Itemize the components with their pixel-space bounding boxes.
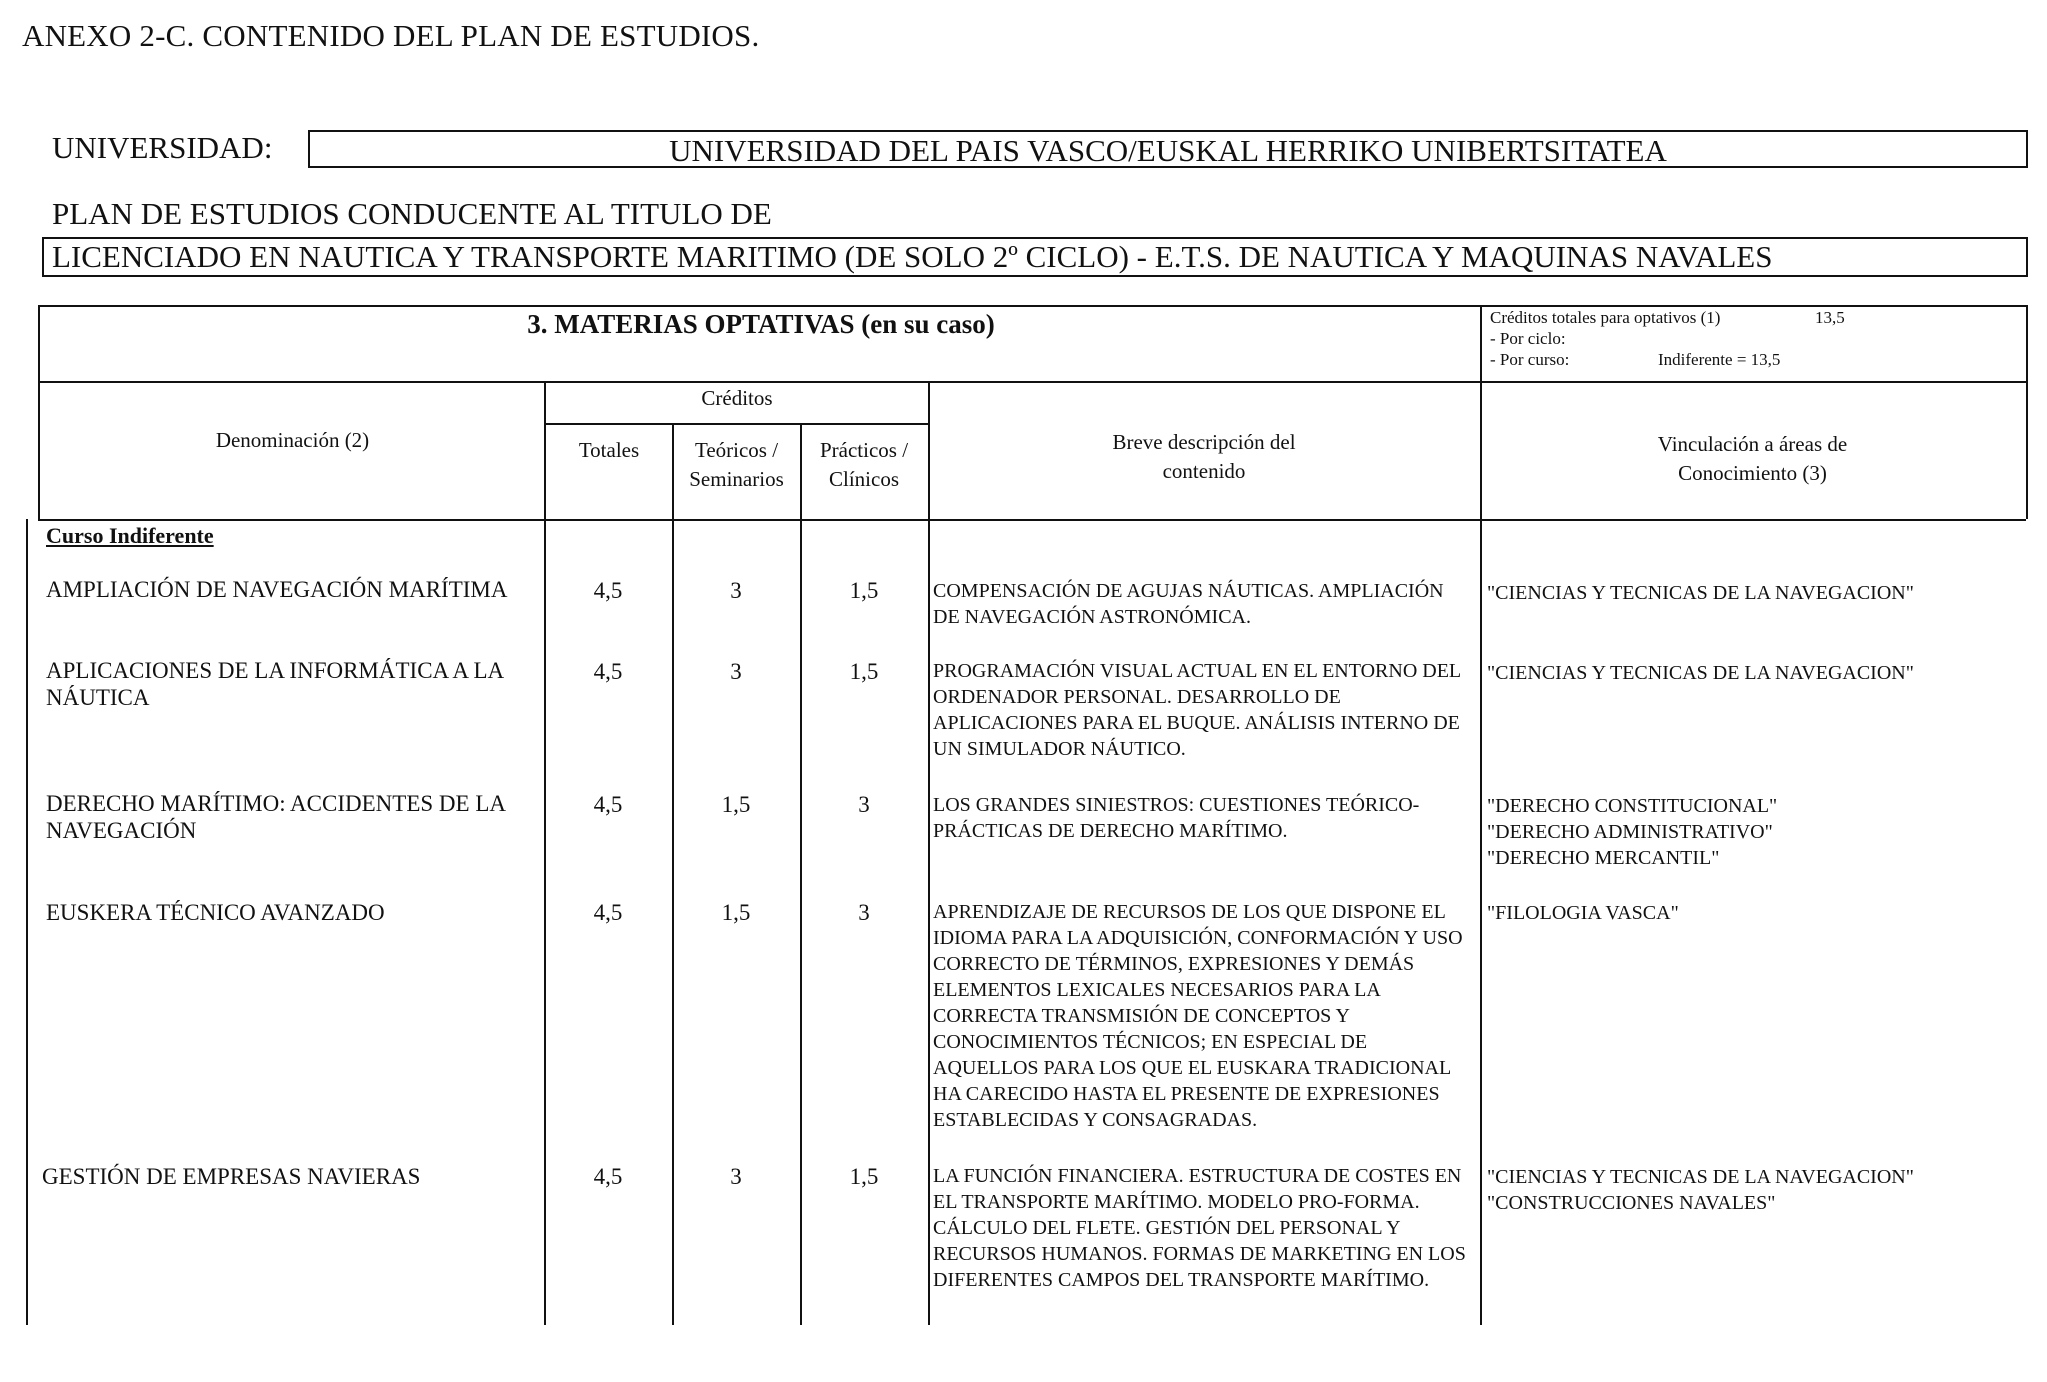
subject-name: APLICACIONES DE LA INFORMÁTICA A LA NÁUTICA [46, 658, 503, 710]
subject-description: LOS GRANDES SINIESTROS: CUESTIONES TEÓRICO-PRÁCTICAS DE DERECHO MARÍTIMO. [933, 794, 1420, 842]
knowledge-area: "CIENCIAS Y TECNICAS DE LA NAVEGACION" "CONSTRUCCIONES NAVALES" [1487, 1166, 1914, 1214]
subject-name: AMPLIACIÓN DE NAVEGACIÓN MARÍTIMA [46, 577, 508, 602]
header-teoricos-line2: Seminarios [689, 467, 784, 491]
header-practicos [801, 436, 927, 494]
credit-ciclo-label: - Por ciclo: [1490, 329, 1566, 348]
credits-totales: 4,5 [593, 659, 623, 684]
subject-name: DERECHO MARÍTIMO: ACCIDENTES DE LA NAVEGACIÓN [46, 791, 505, 843]
knowledge-area: "CIENCIAS Y TECNICAS DE LA NAVEGACION" [1487, 662, 1914, 684]
header-practicos-line1: Prácticos / [819, 438, 909, 462]
plan-label: PLAN DE ESTUDIOS CONDUCENTE AL TITULO DE [52, 196, 772, 231]
knowledge-area: "DERECHO CONSTITUCIONAL" "DERECHO ADMINISTRATIVO" "DERECHO MERCANTIL" [1487, 795, 1778, 869]
credits-totales: 4,5 [593, 578, 623, 603]
header-vinculacion-line1: Vinculación a áreas de [1657, 432, 1848, 456]
header-vinculacion [1481, 430, 2024, 488]
credit-total-label: Créditos totales para optativos (1) [1490, 308, 1721, 327]
header-vinculacion-line2: Conocimiento (3) [1678, 461, 1827, 485]
credits-practicos: 3 [858, 792, 870, 817]
header-teoricos-line1: Teóricos / [694, 438, 779, 462]
subject-description: APRENDIZAJE DE RECURSOS DE LOS QUE DISPONE EL IDIOMA PARA LA ADQUISICIÓN, CONFORMACIÓN Y USO CORRECTO DE TÉRMINOS, EXPRESIONES Y DEMÁS ELEMENTOS LEXICALES NECESARIOS PARA LA CORRECTA TRANSMISIÓN DE CONCEPTOS Y CONOCIMIENTOS TÉCNICOS; EN ESPECIAL DE AQUELLOS PARA LOS QUE EL EUSKARA TRADICIONAL HA CARECIDO HASTA EL PRESENTE DE EXPRESIONES ESTABLECIDAS Y CONSAGRADAS. [933, 901, 1463, 1131]
header-denominacion: Denominación (2) [215, 428, 370, 452]
credit-curso-value: Indiferente = 13,5 [1658, 350, 1781, 369]
header-teoricos [673, 436, 800, 494]
subject-name: GESTIÓN DE EMPRESAS NAVIERAS [42, 1164, 421, 1189]
subject-description: PROGRAMACIÓN VISUAL ACTUAL EN EL ENTORNO DEL ORDENADOR PERSONAL. DESARROLLO DE APLICACIONES PARA EL BUQUE. ANÁLISIS INTERNO DE UN SIMULADOR NÁUTICO. [933, 660, 1461, 760]
section-title: 3. MATERIAS OPTATIVAS (en su caso) [527, 309, 995, 339]
credits-practicos: 1,5 [849, 578, 879, 603]
credits-teoricos: 1,5 [721, 792, 751, 817]
university-label: UNIVERSIDAD: [52, 130, 273, 165]
curso-label: Curso Indiferente [46, 523, 214, 548]
credits-totales: 4,5 [593, 792, 623, 817]
header-descripcion-line1: Breve descripción del [1112, 430, 1296, 454]
credits-teoricos: 3 [730, 1164, 742, 1189]
annex-title: ANEXO 2-C. CONTENIDO DEL PLAN DE ESTUDIOS. [22, 18, 760, 53]
header-practicos-line2: Clínicos [828, 467, 899, 491]
header-creditos: Créditos [701, 386, 773, 410]
subject-description: LA FUNCIÓN FINANCIERA. ESTRUCTURA DE COSTES EN EL TRANSPORTE MARÍTIMO. MODELO PRO-FORMA. CÁLCULO DEL FLETE. GESTIÓN DEL PERSONAL Y RECURSOS HUMANOS. FORMAS DE MARKETING EN LOS DIFERENTES CAMPOS DEL TRANSPORTE MARÍTIMO. [933, 1165, 1466, 1291]
credits-teoricos: 3 [730, 578, 742, 603]
credits-totales: 4,5 [593, 1164, 623, 1189]
credits-practicos: 1,5 [849, 659, 879, 684]
knowledge-area: "CIENCIAS Y TECNICAS DE LA NAVEGACION" [1487, 582, 1914, 604]
credits-teoricos: 1,5 [721, 900, 751, 925]
header-descripcion-line2: contenido [1162, 459, 1246, 483]
university-value: UNIVERSIDAD DEL PAIS VASCO/EUSKAL HERRIKO UNIBERTSITATEA [669, 133, 1667, 168]
plan-value: LICENCIADO EN NAUTICA Y TRANSPORTE MARITIMO (DE SOLO 2º CICLO) - E.T.S. DE NAUTICA Y MAQUINAS NAVALES [52, 239, 1773, 274]
header-descripcion [928, 428, 1480, 486]
knowledge-area: "FILOLOGIA VASCA" [1487, 902, 1679, 924]
credit-curso-label: - Por curso: [1490, 350, 1570, 369]
subject-description: COMPENSACIÓN DE AGUJAS NÁUTICAS. AMPLIACIÓN DE NAVEGACIÓN ASTRONÓMICA. [933, 580, 1444, 628]
credit-info [1490, 307, 1845, 370]
credits-practicos: 1,5 [849, 1164, 879, 1189]
credits-totales: 4,5 [593, 900, 623, 925]
credit-total-value: 13,5 [1815, 308, 1845, 327]
subject-name: EUSKERA TÉCNICO AVANZADO [46, 900, 385, 925]
header-totales: Totales [578, 438, 640, 462]
credits-teoricos: 3 [730, 659, 742, 684]
credits-practicos: 3 [858, 900, 870, 925]
